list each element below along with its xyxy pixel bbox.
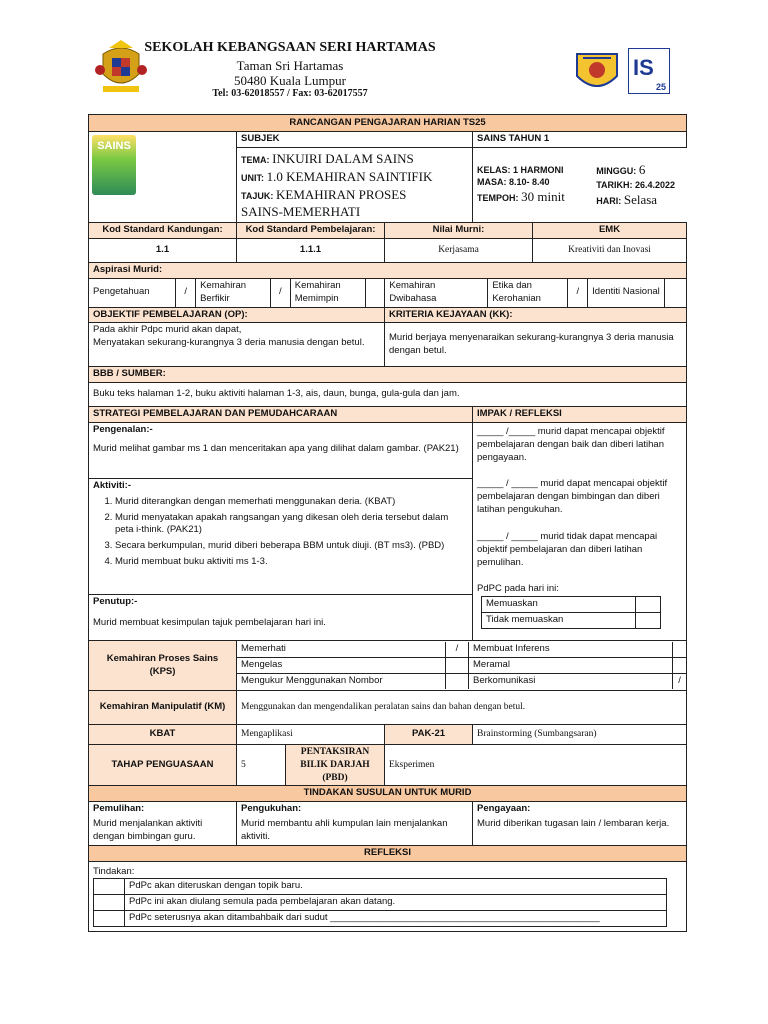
aktiviti-item: 2. Murid menyatakan apakah rangsangan yang dikesan oleh deria tersebut dalam peta i-think. (PAK21) xyxy=(115,512,468,538)
pengayaan-label: Pengayaan: xyxy=(473,802,687,817)
tindakan-checkbox-2[interactable] xyxy=(94,895,125,911)
tajuk-value-2: SAINS-MEMERHATI xyxy=(241,204,361,220)
impak-cell xyxy=(473,423,687,641)
kps-memerhati: Memerhati xyxy=(237,642,446,657)
ksp-value: 1.1.1 xyxy=(237,238,385,262)
aspirasi-identiti: Identiti Nasional xyxy=(588,279,665,307)
kps-label: Kemahiran Proses Sains (KPS) xyxy=(89,641,237,691)
aspirasi-mark-1: / xyxy=(176,279,196,307)
kps-meramal: Meramal xyxy=(469,658,673,674)
tindakan-option-2: PdPc ini akan diulang semula pada pembelajaran akan datang. xyxy=(125,895,667,911)
aspirasi-etika: Etika dan Kerohanian xyxy=(488,279,568,307)
ksk-value: 1.1 xyxy=(89,238,237,262)
tindakan-checkbox-1[interactable] xyxy=(94,879,125,895)
pengenalan-cell xyxy=(89,423,473,479)
impak-1: _____ /_____ murid dapat mencapai objektif pembelajaran dengan baik dan diberi latihan pengayaan. xyxy=(477,426,665,463)
pengenalan-text: Murid melihat gambar ms 1 dan menceritakan apa yang dilihat dalam gambar. (PAK21) xyxy=(93,442,459,454)
kbat-label: KBAT xyxy=(89,725,237,745)
aspirasi-kemahiran-memimpin: Kemahiran Memimpin xyxy=(290,279,365,307)
tindakan-label: Tindakan: xyxy=(93,865,135,877)
hari-value: Selasa xyxy=(623,192,658,208)
aspirasi-kemahiran-berfikir: Kemahiran Berfikir xyxy=(196,279,271,307)
bbb-label: BBB / SUMBER: xyxy=(89,367,687,383)
ksk-label: Kod Standard Kandungan: xyxy=(89,222,237,238)
aspirasi-row xyxy=(89,278,687,307)
nilai-value: Kerjasama xyxy=(385,238,533,262)
aspirasi-mark-5: / xyxy=(568,279,588,307)
kps-mark-a3 xyxy=(446,673,469,688)
form-title: RANCANGAN PENGAJARAN HARIAN TS25 xyxy=(89,115,687,132)
aktiviti-item: 1. Murid diterangkan dengan memerhati menggunakan deria. (KBAT) xyxy=(115,496,468,509)
sains-book-image: SAINS xyxy=(92,135,136,195)
refleksi-cell xyxy=(89,861,687,931)
school-address-2: 50480 Kuala Lumpur xyxy=(234,73,346,88)
ts25-icon xyxy=(629,49,669,81)
aspirasi-label: Aspirasi Murid: xyxy=(89,262,687,278)
ts25-logo xyxy=(628,48,670,94)
tp-label: TAHAP PENGUASAAN xyxy=(89,745,237,786)
book-cover-cell xyxy=(89,132,237,223)
tindakan-susulan-label: TINDAKAN SUSULAN UNTUK MURID xyxy=(89,786,687,802)
kps-mengukur: Mengukur Menggunakan Nombor xyxy=(237,673,446,688)
pdpc-tidak-memuaskan-box[interactable] xyxy=(636,612,661,628)
pbd-value: Eksperimen xyxy=(385,745,687,786)
school-crest-logo xyxy=(573,50,621,96)
kps-berkomunikasi: Berkomunikasi xyxy=(469,673,673,688)
pak-label: PAK-21 xyxy=(385,725,473,745)
pemulihan-label: Pemulihan: xyxy=(89,802,237,817)
op-line-1: Pada akhir Pdpc murid akan dapat, xyxy=(93,324,242,336)
aktiviti-cell xyxy=(89,479,473,595)
pdpc-label: PdPC pada hari ini: xyxy=(477,583,559,595)
tp-cell xyxy=(237,745,385,786)
aktiviti-item: 3. Secara berkumpulan, murid diberi beberapa BBM untuk diuji. (BT ms3). (PBD) xyxy=(115,540,468,553)
letterhead xyxy=(0,0,768,110)
tindakan-option-1: PdPc akan diteruskan dengan topik baru. xyxy=(125,879,667,895)
aspirasi-mark-3 xyxy=(365,279,385,307)
aktiviti-item: 4. Murid membuat buku aktiviti ms 1-3. xyxy=(115,556,468,569)
aspirasi-pengetahuan: Pengetahuan xyxy=(89,279,176,307)
pak-value: Brainstorming (Sumbangsaran) xyxy=(473,725,687,745)
impak-2: _____ / _____ murid dapat mencapai objektif pembelajaran dengan bimbingan dan diberi latihan pengukuhan. xyxy=(477,478,668,516)
kps-mark-b1 xyxy=(673,642,687,657)
emk-value: Kreativiti dan Inovasi xyxy=(533,238,687,262)
tempoh-value: 30 minit xyxy=(521,189,565,205)
kps-mark-a1: / xyxy=(446,642,469,657)
school-address-1: Taman Sri Hartamas xyxy=(236,58,344,73)
unit-value: 1.0 KEMAHIRAN SAINTIFIK xyxy=(266,168,433,184)
subjek-label: SUBJEK xyxy=(237,132,473,148)
tp-value: 5 xyxy=(241,759,246,770)
aspirasi-kemahiran-dwibahasa: Kemahiran Dwibahasa xyxy=(385,279,488,307)
pdpc-memuaskan: Memuaskan xyxy=(482,597,636,613)
school-name: SEKOLAH KEBANGSAAN SERI HARTAMAS xyxy=(144,40,436,55)
pdpc-options xyxy=(481,596,661,629)
emk-label: EMK xyxy=(533,222,687,238)
class-time-cell: KELAS: 1 HARMONI MASA: 8.10- 8.40 TEMPOH: 30 minit MINGGU: 6 TARIKH: 26.4.2022 HARI: Selasa xyxy=(473,148,687,223)
masa: MASA: 8.10- 8.40 xyxy=(477,177,550,188)
school-contact: Tel: 03-62018557 / Fax: 03-62017557 xyxy=(212,88,368,99)
kps-mark-a2 xyxy=(446,658,469,674)
tema-value: INKUIRI DALAM SAINS xyxy=(272,151,414,166)
impak-label: IMPAK / REFLEKSI xyxy=(473,407,687,423)
op-cell xyxy=(89,323,385,367)
aspirasi-mark-2: / xyxy=(270,279,290,307)
km-label: Kemahiran Manipulatif (KM) xyxy=(89,691,237,725)
theme-cell: TEMA: INKUIRI DALAM SAINS UNIT: 1.0 KEMAHIRAN SAINTIFIK TAJUK: KEMAHIRAN PROSES SAINS-MEMERHATI xyxy=(237,148,473,223)
pdpc-tidak-memuaskan: Tidak memuaskan xyxy=(482,612,636,628)
bbb-value: Buku teks halaman 1-2, buku aktiviti halaman 1-3, ais, daun, bunga, gula-gula dan jam. xyxy=(89,383,687,407)
pemulihan-value: Murid menjalankan aktiviti dengan bimbingan guru. xyxy=(89,817,237,845)
penutup-text: Murid membuat kesimpulan tajuk pembelajaran hari ini. xyxy=(93,616,326,628)
kps-mengelas: Mengelas xyxy=(237,658,446,674)
strategi-label: STRATEGI PEMBELAJARAN DAN PEMUDAHCARAAN xyxy=(89,407,473,423)
kps-grid xyxy=(237,641,687,691)
ts25-logo-number: 25 xyxy=(655,82,666,92)
impak-3: _____ / _____ murid tidak dapat mencapai objektif pembelajaran dan diberi latihan pemulihan. xyxy=(477,530,658,568)
pbd-label: PENTAKSIRAN BILIK DARJAH (PBD) xyxy=(286,745,385,785)
kps-mark-b3: / xyxy=(673,673,687,688)
kelas: KELAS: 1 HARMONI xyxy=(477,164,564,175)
lesson-plan-form xyxy=(88,114,687,932)
penutup-label: Penutup:- xyxy=(93,596,138,608)
km-value: Menggunakan dan mengendalikan peralatan sains dan bahan dengan betul. xyxy=(237,691,687,725)
kk-label: KRITERIA KEJAYAAN (KK): xyxy=(385,307,687,323)
pengenalan-label: Pengenalan:- xyxy=(93,424,153,436)
op-label: OBJEKTIF PEMBELAJARAN (OP): xyxy=(89,307,385,323)
kps-mark-b2 xyxy=(673,658,687,674)
subjek-value: SAINS TAHUN 1 xyxy=(473,132,687,148)
aktiviti-list xyxy=(93,496,468,569)
minggu-value: 6 xyxy=(638,162,646,178)
nilai-label: Nilai Murni: xyxy=(385,222,533,238)
pengukuhan-label: Pengukuhan: xyxy=(237,802,473,817)
tindakan-options xyxy=(93,878,667,926)
refleksi-label: REFLEKSI xyxy=(89,845,687,861)
tindakan-option-3: PdPc seterusnya akan ditambahbaik dari sudut ___________________________________________________ xyxy=(125,910,667,926)
ksp-label: Kod Standard Pembelajaran: xyxy=(237,222,385,238)
svg-text:IS: IS xyxy=(633,55,654,80)
aspirasi-mark-6 xyxy=(665,279,686,307)
kps-membuat-inferens: Membuat Inferens xyxy=(469,642,673,657)
kk-value: Murid berjaya menyenaraikan sekurang-kurangnya 3 deria manusia dengan betul. xyxy=(385,323,687,367)
penutup-cell xyxy=(89,595,473,641)
pdpc-memuaskan-box[interactable] xyxy=(636,597,661,613)
op-line-2: Menyatakan sekurang-kurangnya 3 deria manusia dengan betul. xyxy=(93,337,365,349)
pengukuhan-value: Murid membantu ahli kumpulan lain menjalankan aktiviti. xyxy=(237,817,473,845)
tajuk-value-1: KEMAHIRAN PROSES xyxy=(275,186,407,202)
tindakan-checkbox-3[interactable] xyxy=(94,910,125,926)
aktiviti-label: Aktiviti:- xyxy=(93,480,131,492)
pengayaan-value: Murid diberikan tugasan lain / lembaran kerja. xyxy=(473,817,687,845)
tarikh: TARIKH: 26.4.2022 xyxy=(596,179,676,190)
kbat-value: Mengaplikasi xyxy=(237,725,385,745)
